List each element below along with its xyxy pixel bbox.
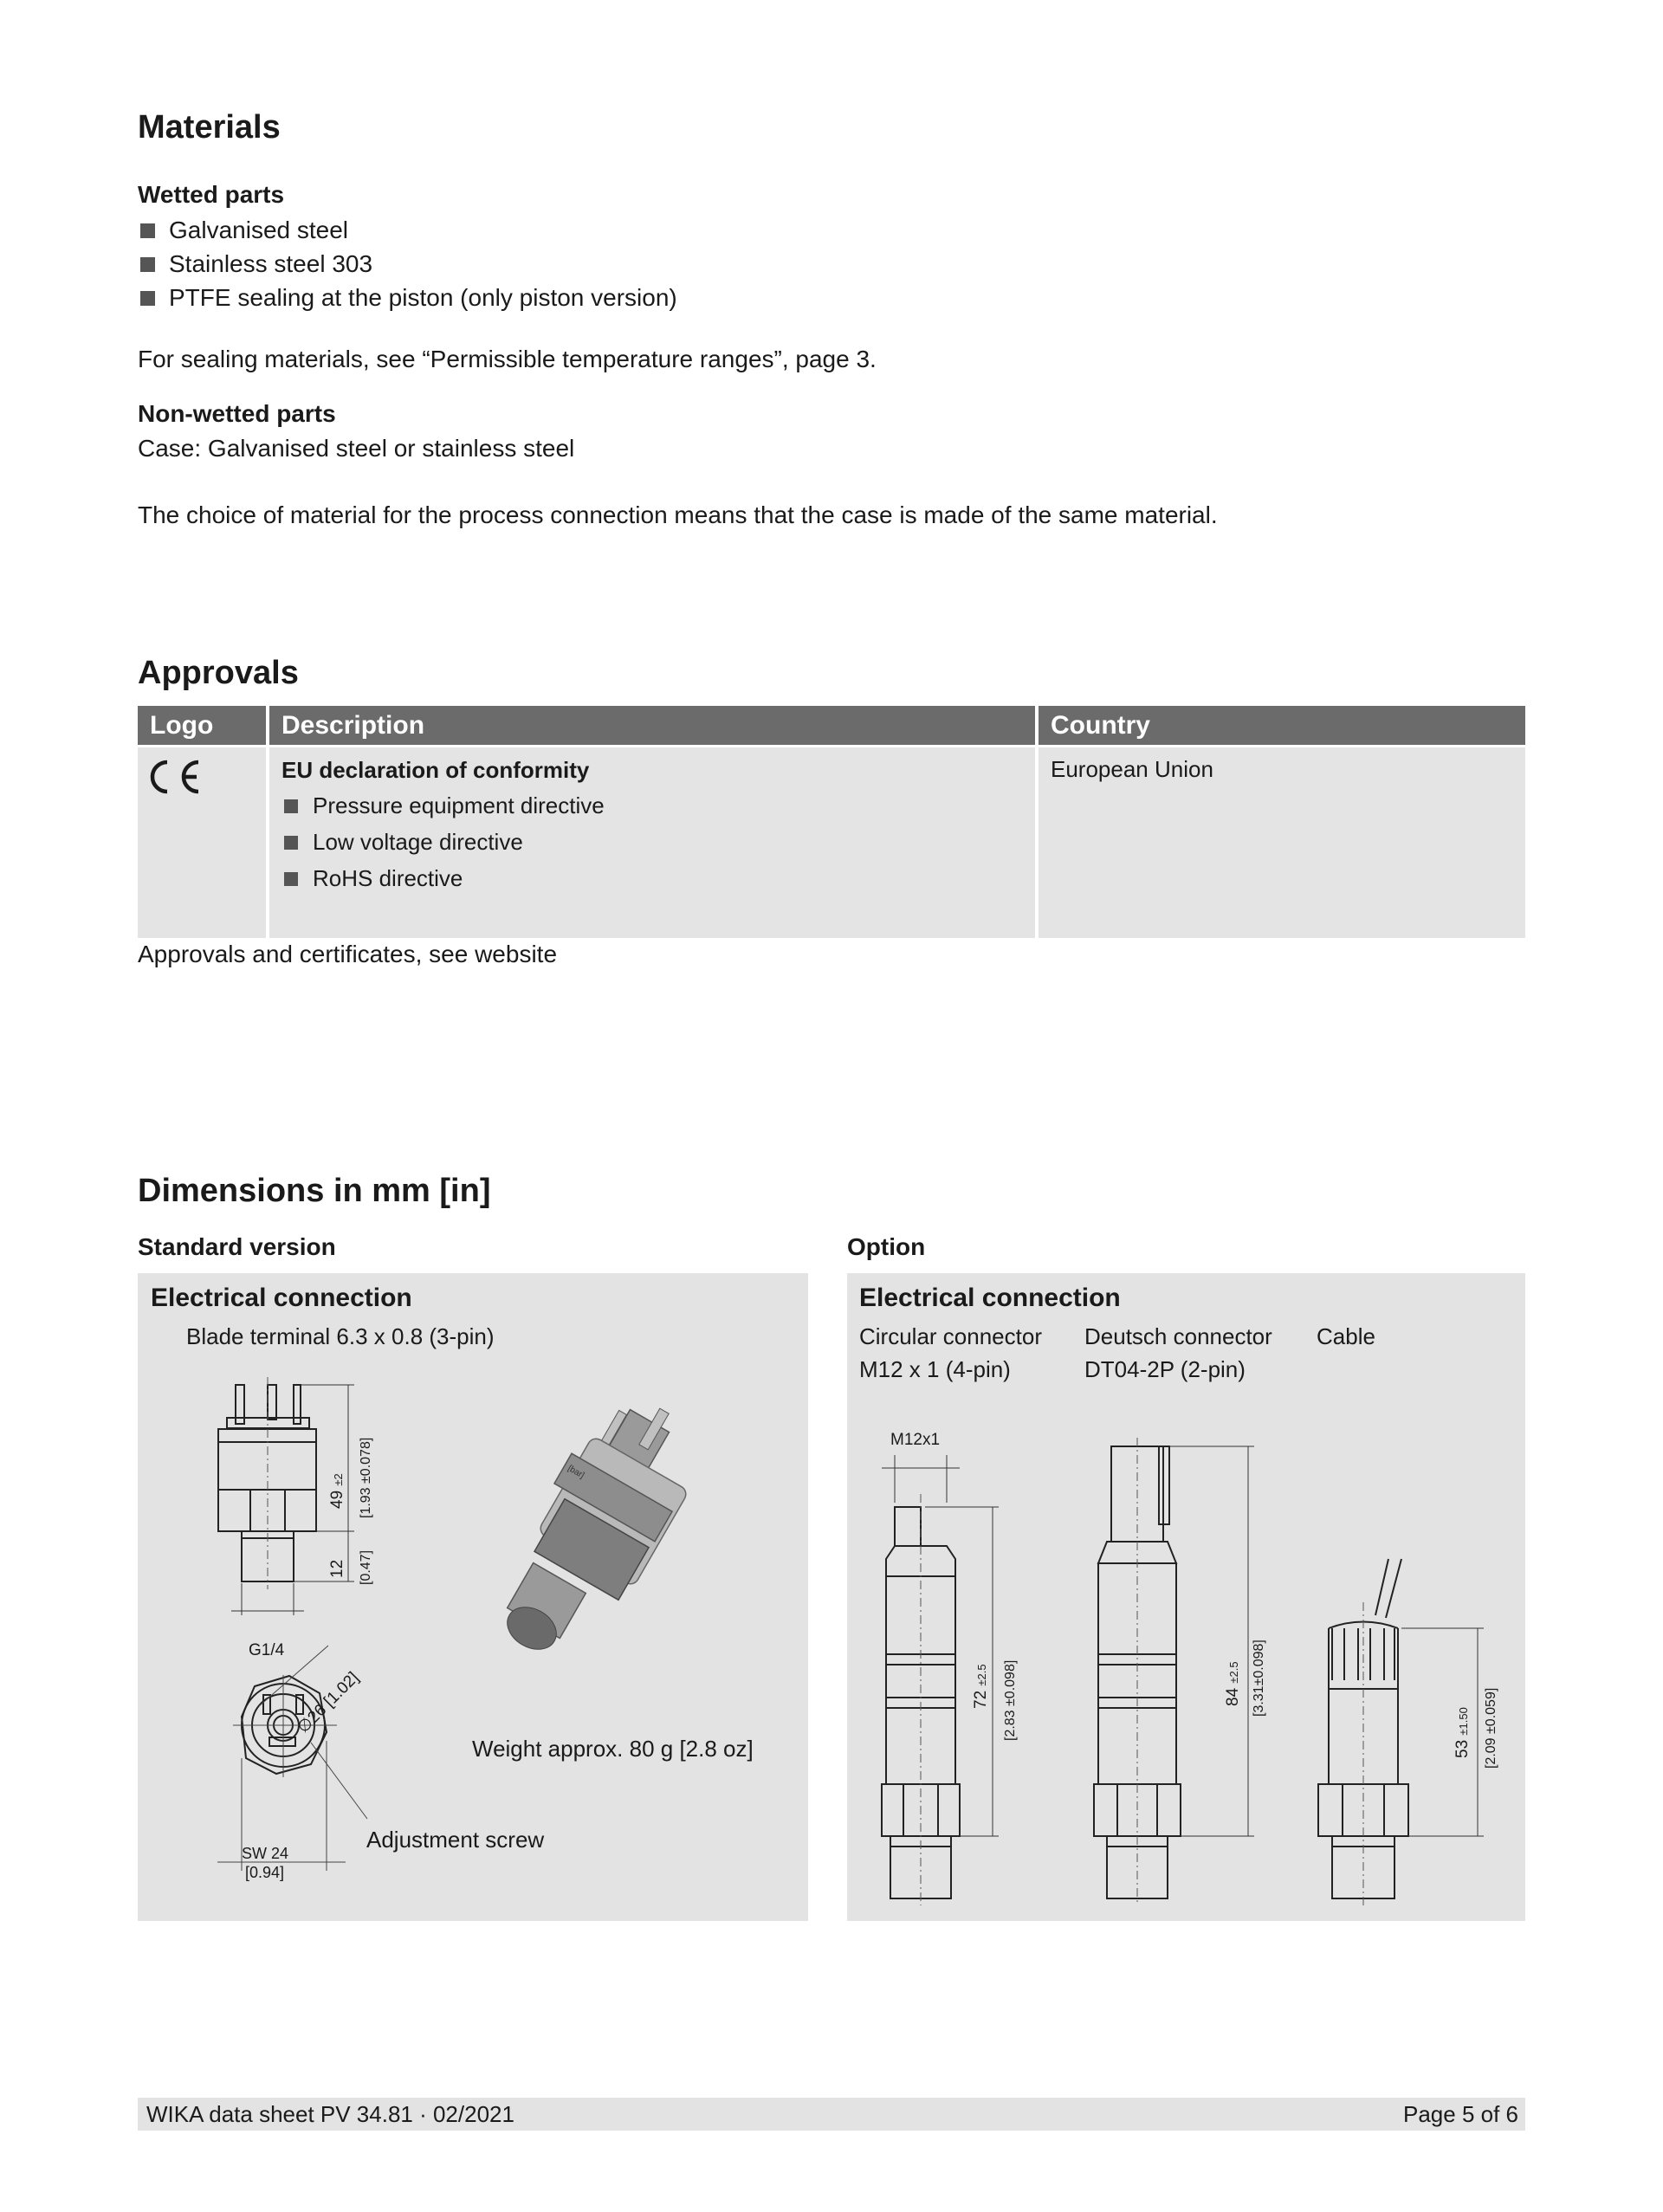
list-item: PTFE sealing at the piston (only piston version): [138, 281, 677, 314]
approvals-table: [138, 706, 1525, 938]
option-version-drawing: [847, 1273, 1525, 1921]
column-header-description: Description: [269, 706, 1035, 745]
column-header-logo: Logo: [138, 706, 266, 745]
directives-list: [281, 787, 1035, 896]
datasheet-reference: WIKA data sheet PV 34.81 · 02/2021: [146, 2101, 514, 2127]
dim-72-value: 72: [972, 1690, 990, 1709]
dim-49-value: 49: [328, 1490, 346, 1509]
table-header: [138, 706, 1525, 745]
standard-version-label: Standard version: [138, 1233, 336, 1260]
dim-72-tolerance: ±2.5: [975, 1664, 988, 1686]
dim-12-label: 12: [328, 1559, 346, 1578]
blade-terminal-label: Blade terminal 6.3 x 0.8 (3-pin): [186, 1323, 495, 1349]
dim-72-inch-label: [2.83 ±0.098]: [1003, 1659, 1018, 1741]
option-label: Option: [847, 1233, 926, 1260]
list-item: Galvanised steel: [138, 213, 677, 247]
dim-72-label: [972, 1664, 991, 1709]
cable-label: Cable: [1317, 1323, 1375, 1349]
dim-84-tolerance: ±2.5: [1227, 1661, 1240, 1684]
sw-inch-label: [0.94]: [245, 1864, 285, 1881]
material-choice-note: The choice of material for the process connection means that the case is made of the same material.: [138, 501, 1218, 528]
dim-84-inch-label: [3.31±0.098]: [1252, 1640, 1266, 1717]
page-footer: [138, 2098, 1525, 2131]
thread-label: G1/4: [249, 1641, 285, 1659]
standard-dimensions-panel: [138, 1273, 808, 1921]
wetted-parts-list: [138, 213, 677, 314]
panel-title: Electrical connection: [859, 1284, 1121, 1312]
dim-49-label: [328, 1473, 347, 1509]
table-row: [138, 747, 1525, 938]
country-cell: European Union: [1039, 747, 1525, 938]
list-item: Low voltage directive: [281, 824, 1035, 860]
sw-label: SW 24: [242, 1845, 289, 1862]
column-header-country: Country: [1039, 706, 1525, 745]
circular-connector-label: Circular connector: [859, 1323, 1042, 1349]
adjustment-screw-label: Adjustment screw: [366, 1827, 545, 1853]
panel-title: Electrical connection: [151, 1284, 412, 1312]
diameter-label: ∅26 [1.02]: [294, 1668, 363, 1737]
dim-53-label: [1453, 1707, 1472, 1758]
dim-49-tolerance: ±2: [332, 1473, 345, 1486]
dim-12-inch-label: [0.47]: [359, 1549, 373, 1585]
list-item: RoHS directive: [281, 860, 1035, 896]
option-dimensions-panel: [847, 1273, 1525, 1921]
materials-heading: Materials: [138, 109, 281, 146]
dim-53-value: 53: [1453, 1739, 1472, 1758]
list-item: Stainless steel 303: [138, 247, 677, 281]
circular-connector-spec: M12 x 1 (4-pin): [859, 1356, 1011, 1382]
ce-mark-logo: [138, 747, 266, 938]
dim-49-inch-label: [1.93 ±0.078]: [359, 1437, 373, 1518]
dim-53-inch-label: [2.09 ±0.059]: [1484, 1687, 1498, 1769]
sealing-note: For sealing materials, see “Permissible temperature ranges”, page 3.: [138, 346, 877, 372]
m12-label: M12x1: [890, 1431, 941, 1449]
dimensions-heading: Dimensions in mm [in]: [138, 1173, 491, 1209]
product-scale-label: [bar]: [566, 1464, 586, 1481]
approvals-heading: Approvals: [138, 655, 299, 691]
nonwetted-parts-heading: Non-wetted parts: [138, 400, 336, 427]
description-cell: [269, 747, 1035, 938]
wetted-parts-heading: Wetted parts: [138, 181, 285, 208]
weight-label: Weight approx. 80 g [2.8 oz]: [472, 1736, 754, 1762]
dim-53-tolerance: ±1.50: [1457, 1707, 1470, 1736]
dim-84-value: 84: [1224, 1687, 1242, 1706]
list-item: Pressure equipment directive: [281, 787, 1035, 824]
dim-84-label: [1224, 1661, 1243, 1706]
nonwetted-parts-text: Case: Galvanised steel or stainless steel: [138, 435, 575, 462]
logo-cell: [138, 747, 266, 938]
page-number: Page 5 of 6: [1403, 2101, 1518, 2127]
approvals-note: Approvals and certificates, see website: [138, 941, 558, 967]
eu-declaration-title: EU declaration of conformity: [281, 757, 590, 783]
deutsch-connector-label: Deutsch connector: [1084, 1323, 1272, 1349]
deutsch-connector-spec: DT04-2P (2-pin): [1084, 1356, 1246, 1382]
